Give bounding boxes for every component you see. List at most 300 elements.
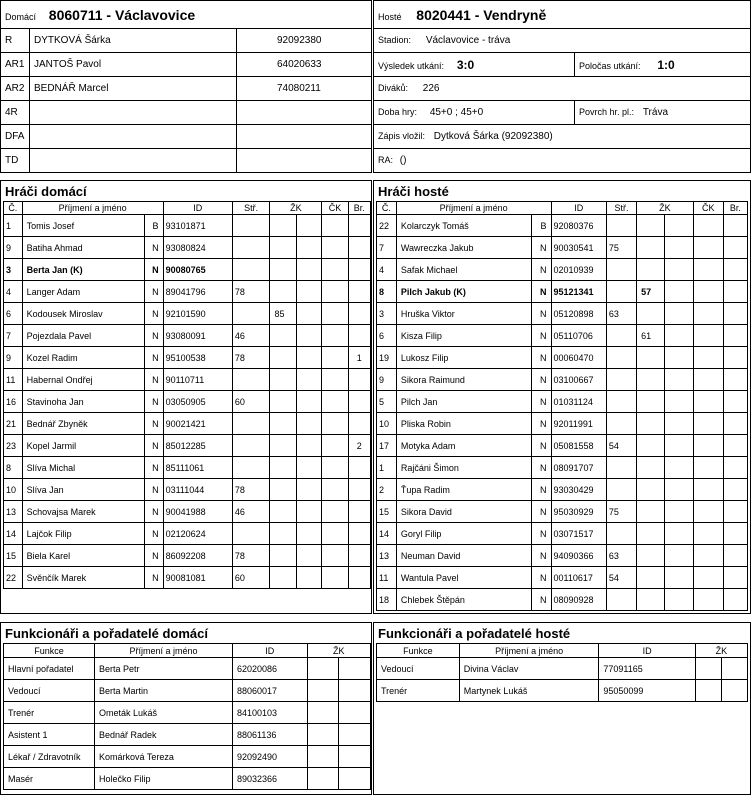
player-row	[377, 413, 748, 435]
player-goals	[348, 545, 370, 567]
player-number: 8	[4, 457, 23, 479]
player-yellow-card	[270, 347, 296, 369]
player-name: Motyka Adam	[396, 435, 531, 457]
staff-role: Trenér	[377, 680, 460, 702]
player-substitution	[606, 457, 636, 479]
player-yellow-card	[637, 259, 665, 281]
col-id: ID	[163, 202, 232, 215]
player-number: 3	[377, 303, 397, 325]
staff-id: 95050099	[599, 680, 696, 702]
player-name: Berta Jan (K)	[22, 259, 144, 281]
staff-role: Trenér	[4, 702, 95, 724]
player-row	[377, 369, 748, 391]
player-substitution	[606, 281, 636, 303]
official-id	[237, 149, 372, 173]
player-id: 90041988	[163, 501, 232, 523]
staff-name: Bednář Radek	[94, 724, 232, 746]
player-id: 92080376	[551, 215, 606, 237]
away-staff-table	[376, 643, 748, 702]
player-flag: N	[531, 347, 551, 369]
player-yellow-card	[637, 501, 665, 523]
player-yellow-card	[270, 545, 296, 567]
player-number: 13	[4, 501, 23, 523]
player-name: Pojezdala Pavel	[22, 325, 144, 347]
player-yellow-card-2	[296, 545, 322, 567]
staff-yellow-card	[695, 658, 721, 680]
player-red-card	[693, 303, 723, 325]
player-red-card	[693, 281, 723, 303]
player-row	[4, 259, 371, 281]
player-flag: N	[145, 501, 164, 523]
away-players-title: Hráči hosté	[378, 184, 449, 199]
staff-name: Divina Václav	[459, 658, 599, 680]
player-substitution	[606, 347, 636, 369]
player-number: 2	[377, 479, 397, 501]
player-substitution: 60	[232, 567, 270, 589]
staff-yellow-card	[307, 702, 339, 724]
official-id: 74080211	[237, 77, 372, 101]
player-substitution: 78	[232, 545, 270, 567]
player-substitution	[232, 435, 270, 457]
player-substitution	[606, 215, 636, 237]
staff-row	[4, 680, 371, 702]
player-name: Pilch Jan	[396, 391, 531, 413]
player-name: Kodousek Miroslav	[22, 303, 144, 325]
player-flag: N	[145, 347, 164, 369]
stadium-value: Václavovice - tráva	[425, 35, 511, 46]
player-red-card	[322, 413, 348, 435]
player-flag: B	[145, 215, 164, 237]
player-red-card	[322, 325, 348, 347]
player-red-card	[322, 479, 348, 501]
player-goals	[723, 347, 747, 369]
col-id: ID	[599, 644, 696, 658]
staff-yellow-card-2	[339, 768, 371, 790]
halftime-value: 1:0	[657, 57, 675, 72]
player-yellow-card-2	[296, 567, 322, 589]
player-substitution	[232, 457, 270, 479]
player-number: 10	[377, 413, 397, 435]
player-name: Pilch Jakub (K)	[396, 281, 531, 303]
staff-yellow-card	[307, 658, 339, 680]
player-row	[4, 457, 371, 479]
player-yellow-card	[270, 479, 296, 501]
player-yellow-card	[637, 567, 665, 589]
player-yellow-card-2	[665, 237, 693, 259]
player-goals	[348, 281, 370, 303]
player-substitution	[606, 325, 636, 347]
player-goals	[348, 215, 370, 237]
player-substitution	[606, 413, 636, 435]
staff-id: 62020086	[232, 658, 307, 680]
player-number: 21	[4, 413, 23, 435]
player-flag: N	[145, 545, 164, 567]
away-label: Hosté	[378, 11, 402, 22]
player-number: 10	[4, 479, 23, 501]
player-flag: N	[145, 325, 164, 347]
player-name: Kopel Jarmil	[22, 435, 144, 457]
home-players-title: Hráči domácí	[5, 184, 87, 199]
spectators-value: 226	[422, 83, 440, 94]
player-number: 1	[377, 457, 397, 479]
player-substitution: 75	[606, 237, 636, 259]
player-name: Slíva Michal	[22, 457, 144, 479]
player-id: 08090928	[551, 589, 606, 611]
staff-name: Berta Martin	[94, 680, 232, 702]
player-id: 93080091	[163, 325, 232, 347]
staff-row	[4, 702, 371, 724]
player-flag: N	[531, 501, 551, 523]
player-flag: N	[531, 523, 551, 545]
official-id: 92092380	[237, 29, 372, 53]
player-number: 18	[377, 589, 397, 611]
player-goals	[348, 303, 370, 325]
home-staff-panel	[0, 622, 372, 795]
player-name: Sikora Raimund	[396, 369, 531, 391]
ra-label: RA:	[378, 155, 394, 165]
player-goals	[723, 457, 747, 479]
staff-yellow-card-2	[721, 680, 747, 702]
player-row	[4, 347, 371, 369]
player-id: 90110711	[163, 369, 232, 391]
player-red-card	[322, 369, 348, 391]
home-team-name: 8060711 - Václavovice	[48, 6, 196, 23]
player-red-card	[693, 325, 723, 347]
player-substitution: 78	[232, 479, 270, 501]
col-name: Příjmení a jméno	[22, 202, 163, 215]
player-row	[377, 325, 748, 347]
staff-yellow-card-2	[339, 724, 371, 746]
player-flag: N	[531, 281, 551, 303]
player-id: 92101590	[163, 303, 232, 325]
player-goals	[723, 391, 747, 413]
official-role: 4R	[1, 101, 30, 125]
player-yellow-card-2	[665, 347, 693, 369]
player-flag: N	[531, 589, 551, 611]
staff-row	[4, 724, 371, 746]
player-yellow-card	[637, 347, 665, 369]
official-role: R	[1, 29, 30, 53]
player-substitution: 54	[606, 435, 636, 457]
player-row	[4, 303, 371, 325]
player-flag: N	[531, 325, 551, 347]
player-row	[377, 457, 748, 479]
player-flag: N	[145, 281, 164, 303]
player-substitution	[606, 259, 636, 281]
player-name: Bednář Zbyněk	[22, 413, 144, 435]
player-yellow-card	[637, 523, 665, 545]
player-substitution: 78	[232, 281, 270, 303]
staff-id: 84100103	[232, 702, 307, 724]
official-name	[30, 125, 237, 149]
player-number: 8	[377, 281, 397, 303]
player-substitution	[606, 523, 636, 545]
player-name: Safak Michael	[396, 259, 531, 281]
player-flag: N	[531, 457, 551, 479]
player-yellow-card	[637, 391, 665, 413]
player-goals	[723, 567, 747, 589]
player-goals	[723, 215, 747, 237]
player-flag: N	[531, 391, 551, 413]
player-number: 6	[4, 303, 23, 325]
staff-role: Vedoucí	[377, 658, 460, 680]
player-yellow-card-2	[296, 457, 322, 479]
player-substitution: 60	[232, 391, 270, 413]
player-row	[377, 259, 748, 281]
player-red-card	[322, 523, 348, 545]
staff-yellow-card-2	[339, 658, 371, 680]
col-num: Č.	[377, 202, 397, 215]
table-header-row	[4, 644, 371, 658]
player-id: 95100538	[163, 347, 232, 369]
player-number: 1	[4, 215, 23, 237]
staff-yellow-card	[695, 680, 721, 702]
official-name: BEDNÁŘ Marcel	[30, 77, 237, 101]
player-yellow-card	[637, 369, 665, 391]
official-id	[237, 101, 372, 125]
player-number: 9	[4, 347, 23, 369]
staff-id: 77091165	[599, 658, 696, 680]
player-goals	[723, 325, 747, 347]
player-goals	[723, 523, 747, 545]
player-flag: N	[145, 479, 164, 501]
player-id: 05081558	[551, 435, 606, 457]
player-red-card	[693, 237, 723, 259]
player-flag: N	[531, 303, 551, 325]
staff-yellow-card	[307, 680, 339, 702]
player-row	[377, 501, 748, 523]
player-name: Tomis Josef	[22, 215, 144, 237]
player-number: 11	[377, 567, 397, 589]
player-yellow-card	[270, 567, 296, 589]
result-label: Výsledek utkání:	[378, 60, 445, 71]
staff-role: Hlavní pořadatel	[4, 658, 95, 680]
player-flag: N	[145, 303, 164, 325]
official-name: JANTOŠ Pavol	[30, 53, 237, 77]
player-red-card	[322, 215, 348, 237]
player-red-card	[322, 567, 348, 589]
player-row	[4, 435, 371, 457]
player-substitution	[232, 523, 270, 545]
player-red-card	[322, 281, 348, 303]
player-id: 94090366	[551, 545, 606, 567]
player-goals: 2	[348, 435, 370, 457]
player-flag: N	[145, 523, 164, 545]
table-header-row	[377, 202, 748, 215]
player-number: 15	[4, 545, 23, 567]
player-substitution	[232, 413, 270, 435]
player-flag: N	[531, 259, 551, 281]
staff-yellow-card	[307, 768, 339, 790]
col-goals: Br.	[348, 202, 370, 215]
player-substitution	[232, 259, 270, 281]
player-yellow-card-2	[296, 413, 322, 435]
player-yellow-card-2	[296, 391, 322, 413]
player-id: 02120624	[163, 523, 232, 545]
player-yellow-card	[637, 457, 665, 479]
player-name: Slíva Jan	[22, 479, 144, 501]
player-name: Schovajsa Marek	[22, 501, 144, 523]
player-name: Neuman David	[396, 545, 531, 567]
player-red-card	[322, 391, 348, 413]
col-num: Č.	[4, 202, 23, 215]
staff-yellow-card-2	[339, 702, 371, 724]
player-name: Stavinoha Jan	[22, 391, 144, 413]
player-id: 03111044	[163, 479, 232, 501]
player-number: 6	[377, 325, 397, 347]
player-id: 03050905	[163, 391, 232, 413]
player-name: Habernal Ondřej	[22, 369, 144, 391]
player-row	[377, 523, 748, 545]
player-number: 13	[377, 545, 397, 567]
player-number: 7	[4, 325, 23, 347]
player-id: 89041796	[163, 281, 232, 303]
player-goals	[723, 237, 747, 259]
player-row	[4, 501, 371, 523]
player-flag: N	[531, 567, 551, 589]
player-yellow-card-2	[665, 325, 693, 347]
official-name	[30, 101, 237, 125]
player-id: 05120898	[551, 303, 606, 325]
player-name: Rajčáni Šimon	[396, 457, 531, 479]
player-name: Kolarczyk Tomáš	[396, 215, 531, 237]
staff-yellow-card-2	[721, 658, 747, 680]
player-number: 4	[4, 281, 23, 303]
spectators-label: Diváků:	[378, 83, 409, 93]
player-flag: N	[145, 435, 164, 457]
player-goals	[723, 589, 747, 611]
col-name: Příjmení a jméno	[94, 644, 232, 658]
player-name: Batiha Ahmad	[22, 237, 144, 259]
staff-id: 92092490	[232, 746, 307, 768]
player-flag: N	[145, 369, 164, 391]
player-id: 03071517	[551, 523, 606, 545]
player-red-card	[693, 567, 723, 589]
player-name: Goryl Filip	[396, 523, 531, 545]
away-team-name: 8020441 - Vendryně	[416, 6, 547, 23]
staff-name: Martynek Lukáš	[459, 680, 599, 702]
player-flag: N	[145, 457, 164, 479]
player-yellow-card	[270, 325, 296, 347]
col-role: Funkce	[377, 644, 460, 658]
player-yellow-card-2	[665, 281, 693, 303]
halftime-label: Poločas utkání:	[579, 60, 641, 71]
player-name: Kisza Filip	[396, 325, 531, 347]
player-goals	[348, 369, 370, 391]
player-flag: N	[531, 369, 551, 391]
player-substitution	[606, 589, 636, 611]
staff-row	[4, 658, 371, 680]
player-substitution	[232, 215, 270, 237]
player-red-card	[693, 259, 723, 281]
player-red-card	[693, 457, 723, 479]
official-id	[237, 125, 372, 149]
away-staff-panel	[373, 622, 751, 795]
player-flag: N	[145, 391, 164, 413]
away-players-panel	[373, 180, 751, 614]
player-goals	[723, 281, 747, 303]
staff-row	[377, 658, 748, 680]
player-yellow-card	[270, 523, 296, 545]
player-yellow-card-2	[296, 501, 322, 523]
player-yellow-card-2	[665, 545, 693, 567]
player-yellow-card	[270, 501, 296, 523]
result-value: 3:0	[456, 57, 475, 72]
col-name: Příjmení a jméno	[459, 644, 599, 658]
recorded-label: Zápis vložil:	[378, 131, 426, 141]
player-name: Wantula Pavel	[396, 567, 531, 589]
player-yellow-card	[637, 237, 665, 259]
player-id: 86092208	[163, 545, 232, 567]
player-red-card	[693, 215, 723, 237]
player-number: 19	[377, 347, 397, 369]
player-red-card	[322, 435, 348, 457]
player-yellow-card-2	[665, 589, 693, 611]
player-row	[377, 435, 748, 457]
col-yellow: ŽK	[637, 202, 693, 215]
player-goals	[723, 413, 747, 435]
player-substitution	[606, 479, 636, 501]
player-goals	[348, 457, 370, 479]
player-row	[4, 545, 371, 567]
player-id: 00110617	[551, 567, 606, 589]
player-substitution: 46	[232, 325, 270, 347]
player-yellow-card	[637, 435, 665, 457]
player-flag: N	[531, 435, 551, 457]
player-row	[4, 325, 371, 347]
col-red: ČK	[322, 202, 348, 215]
staff-row	[4, 746, 371, 768]
player-id: 90021421	[163, 413, 232, 435]
official-row	[1, 29, 371, 53]
player-row	[4, 391, 371, 413]
player-yellow-card: 85	[270, 303, 296, 325]
player-yellow-card-2	[665, 501, 693, 523]
player-name: Lukosz Filip	[396, 347, 531, 369]
player-yellow-card-2	[296, 281, 322, 303]
player-name: Chlebek Štěpán	[396, 589, 531, 611]
staff-yellow-card	[307, 746, 339, 768]
player-yellow-card-2	[665, 435, 693, 457]
player-substitution	[232, 237, 270, 259]
player-yellow-card-2	[296, 479, 322, 501]
player-row	[4, 215, 371, 237]
player-yellow-card-2	[665, 457, 693, 479]
player-row	[4, 567, 371, 589]
player-row	[377, 237, 748, 259]
official-role: AR2	[1, 77, 30, 101]
player-goals	[348, 391, 370, 413]
player-substitution	[606, 369, 636, 391]
player-id: 95030929	[551, 501, 606, 523]
player-yellow-card-2	[665, 259, 693, 281]
player-name: Pliska Robin	[396, 413, 531, 435]
player-flag: N	[531, 545, 551, 567]
player-row	[377, 215, 748, 237]
col-id: ID	[551, 202, 606, 215]
player-number: 17	[377, 435, 397, 457]
player-red-card	[693, 413, 723, 435]
duration-label: Doba hry:	[378, 107, 418, 117]
player-yellow-card	[637, 589, 665, 611]
player-id: 08091707	[551, 457, 606, 479]
player-yellow-card-2	[665, 413, 693, 435]
staff-name: Komárková Tereza	[94, 746, 232, 768]
home-staff-table	[3, 643, 371, 790]
player-substitution: 54	[606, 567, 636, 589]
player-row	[377, 567, 748, 589]
player-number: 14	[4, 523, 23, 545]
